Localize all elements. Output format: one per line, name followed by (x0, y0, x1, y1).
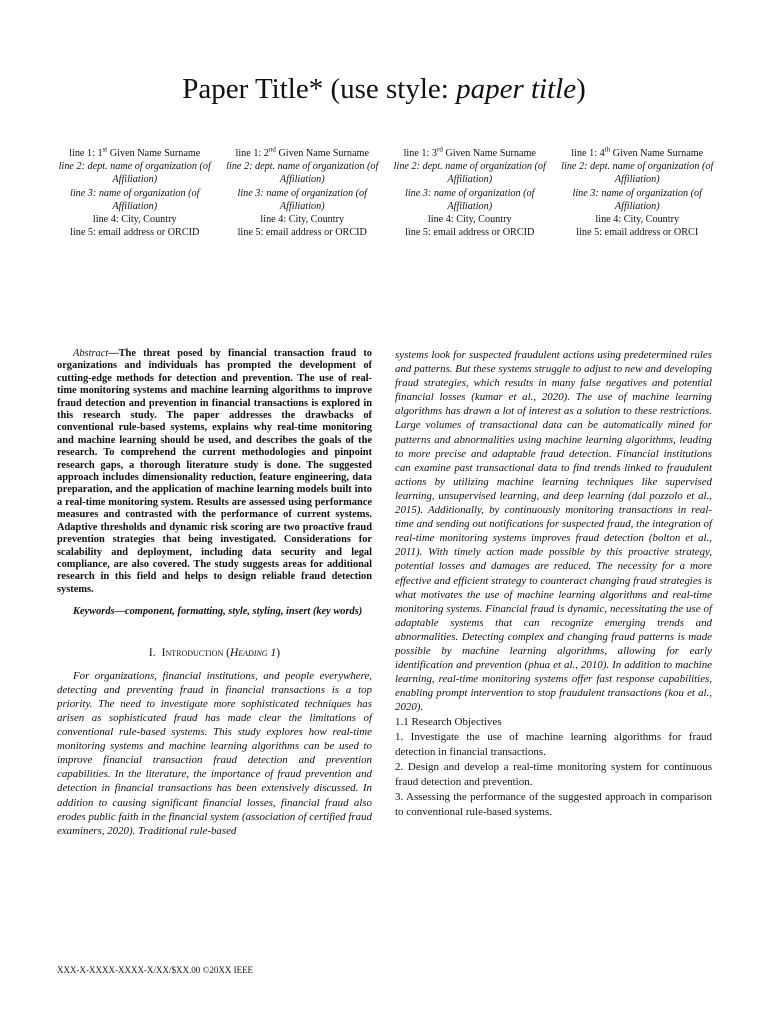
author-line-4: line 4: City, Country (595, 214, 680, 226)
right-column (395, 348, 712, 820)
author-line-1-pre: line 1: 1 (69, 148, 103, 159)
author-line-1-pre: line 1: 4 (571, 148, 605, 159)
author-line-1-sup: rd (436, 145, 443, 154)
intro-paragraph-right: systems look for suspected fraudulent actions using predetermined rules and patterns. But these systems struggle to adjust to new and developing fraud strategies, which results in many false negatives and potential financial losses (kumar et al., 2020). The use of machine learning algorithms has drawn a lot of interest as a solution to these restrictions. Large volumes of transactional data can be automatically mined for patterns and abnormalities using machine learning algorithms, leading to more precise and adaptable fraud detection. Financial institutions can examine past transactional data to find trends linked to fraudulent actions by utilizing machine learning techniques like supervised learning, unsupervised learning, and deep learning (dal pozzolo et al., 2015). Additionally, by continuously monitoring transactions in real-time and sending out notifications for suspected fraud, the integration of real-time monitoring systems improves fraud detection (bolton et al., 2011). With timely action made possible by this proactive strategy, potential losses and damages are reduced. The necessity for a more effective and efficient strategy to counteract changing fraud strategies is what motivates the use of machine learning algorithms and real-time monitoring systems. Financial fraud is dynamic, necessitating the use of adaptable systems that can recognize emerging trends and abnormalities. Detecting complex and changing fraud patterns is made possible by machine learning algorithms, allowing for early identification and prevention (phua et al., 2010). In addition to machine learning, real-time monitoring systems offer fast response capabilities, enabling prompt intervention to stop fraudulent transactions (kou et al., 2020). (395, 349, 712, 714)
author-line-4: line 4: City, Country (260, 214, 345, 226)
author-line-1-sup: nd (268, 145, 276, 154)
author-line-1 (219, 147, 387, 160)
author-line-1-post: Given Name Surname (442, 148, 536, 159)
author-1 (51, 147, 219, 239)
section-number: I. (148, 646, 156, 659)
author-line-2: line 2: dept. name of organization (of Affiliation) (561, 161, 714, 186)
abstract-paragraph (57, 348, 372, 596)
author-line-1-sup: th (604, 145, 611, 154)
author-line-1-post: Given Name Surname (610, 148, 704, 159)
author-line-1 (386, 147, 554, 160)
paper-title (0, 70, 768, 108)
author-line-2: line 2: dept. name of organization (of Affiliation) (393, 161, 546, 186)
author-2 (219, 147, 387, 239)
author-line-1-pre: line 1: 3 (403, 148, 437, 159)
author-block (51, 147, 721, 239)
copyright-footer: XXX-X-XXXX-XXXX-X/XX/$XX.00 ©20XX IEEE (57, 965, 254, 975)
author-line-5: line 5: email address or ORCI (576, 227, 699, 239)
objective-item-2: 2. Design and develop a real-time monitoring system for continuous fraud detection and prevention. (395, 761, 712, 789)
section-title-italic: Heading 1 (229, 646, 277, 659)
author-line-1 (554, 147, 722, 160)
keywords (57, 606, 372, 619)
author-line-4: line 4: City, Country (92, 214, 177, 226)
author-line-1-post: Given Name Surname (275, 148, 369, 159)
title-text: Paper Title* (use style: (182, 73, 457, 105)
author-line-1-pre: line 1: 2 (235, 148, 269, 159)
author-line-3: line 3: name of organization (of Affiliation) (572, 187, 702, 212)
author-line-1-post: Given Name Surname (107, 148, 201, 159)
section-heading-introduction (57, 647, 372, 659)
objective-item-1: 1. Investigate the use of machine learning algorithms for fraud detection in financial transactions. (395, 731, 712, 759)
author-line-3: line 3: name of organization (of Affiliation) (404, 187, 535, 212)
author-line-5: line 5: email address or ORCID (405, 227, 535, 239)
abstract-label: Abstract (73, 348, 109, 359)
author-4 (554, 147, 722, 239)
section-title-close: ) (276, 646, 281, 659)
author-line-5: line 5: email address or ORCID (70, 227, 200, 239)
keywords-label: Keywords (73, 606, 115, 618)
author-line-2: line 2: dept. name of organization (of Affiliation) (58, 161, 211, 186)
objective-item-3: 3. Assessing the performance of the suggested approach in comparison to conventional rule-based systems. (395, 791, 712, 819)
author-3 (386, 147, 554, 239)
author-line-4: line 4: City, Country (427, 214, 512, 226)
author-line-1-sup: st (102, 145, 108, 154)
author-line-5: line 5: email address or ORCID (237, 227, 367, 239)
author-line-3: line 3: name of organization (of Affiliation) (69, 187, 200, 212)
title-italic-text: paper title (456, 73, 577, 105)
keywords-text: —component, formatting, style, styling, insert (key words) (114, 606, 363, 618)
left-column (57, 348, 372, 838)
author-line-3: line 3: name of organization (of Affiliation) (237, 187, 367, 212)
section-title: Introduction ( (161, 646, 230, 659)
research-objectives-heading: 1.1 Research Objectives (395, 716, 502, 729)
intro-paragraph-left: For organizations, financial institutions, and people everywhere, detecting and preventing fraud in financial transactions is a top priority. The need to investigate more sophisticated techniques has arisen as sophisticated fraud has made clear the limitations of conventional rule-based systems. This study explores how real-time monitoring systems and machine learning algorithms can be used to improve financial transaction fraud detection and prevention capabilities. In the literature, the importance of fraud prevention and detection in financial transactions has been extensively discussed. In addition to causing significant financial losses, financial fraud also erodes public faith in the financial system (association of certified fraud examiners, 2020). Traditional rule-based (57, 669, 372, 837)
abstract (57, 348, 372, 596)
author-line-1 (51, 147, 219, 160)
abstract-text: —The threat posed by financial transaction fraud to organizations and individuals has prompted the development of cutting-edge methods for detection and prevention. The use of real-time monitoring systems and machine learning algorithms to improve fraud detection and prevention in financial transactions is explored in this research study. The paper addresses the drawbacks of conventional rule-based systems, explains why real-time monitoring and machine learning should be used, and describes the goals of the research. To comprehend the current methodologies and pinpoint research gaps, a thorough literature study is done. The suggested approach includes dimensionality reduction, feature engineering, data preparation, and the application of machine learning models built into a real-time monitoring system. Results are assessed using performance measures and contrasted with the performance of current systems. Adaptive thresholds and dynamic risk scoring are two proactive fraud prevention strategies that being investigated. Considerations for scalability and deployment, including data security and legal compliance, are also covered. The study suggests areas for additional research in this field and helps to design reliable fraud detection systems. (57, 348, 372, 595)
title-close: ) (576, 73, 586, 105)
author-line-2: line 2: dept. name of organization (of Affiliation) (226, 161, 379, 186)
